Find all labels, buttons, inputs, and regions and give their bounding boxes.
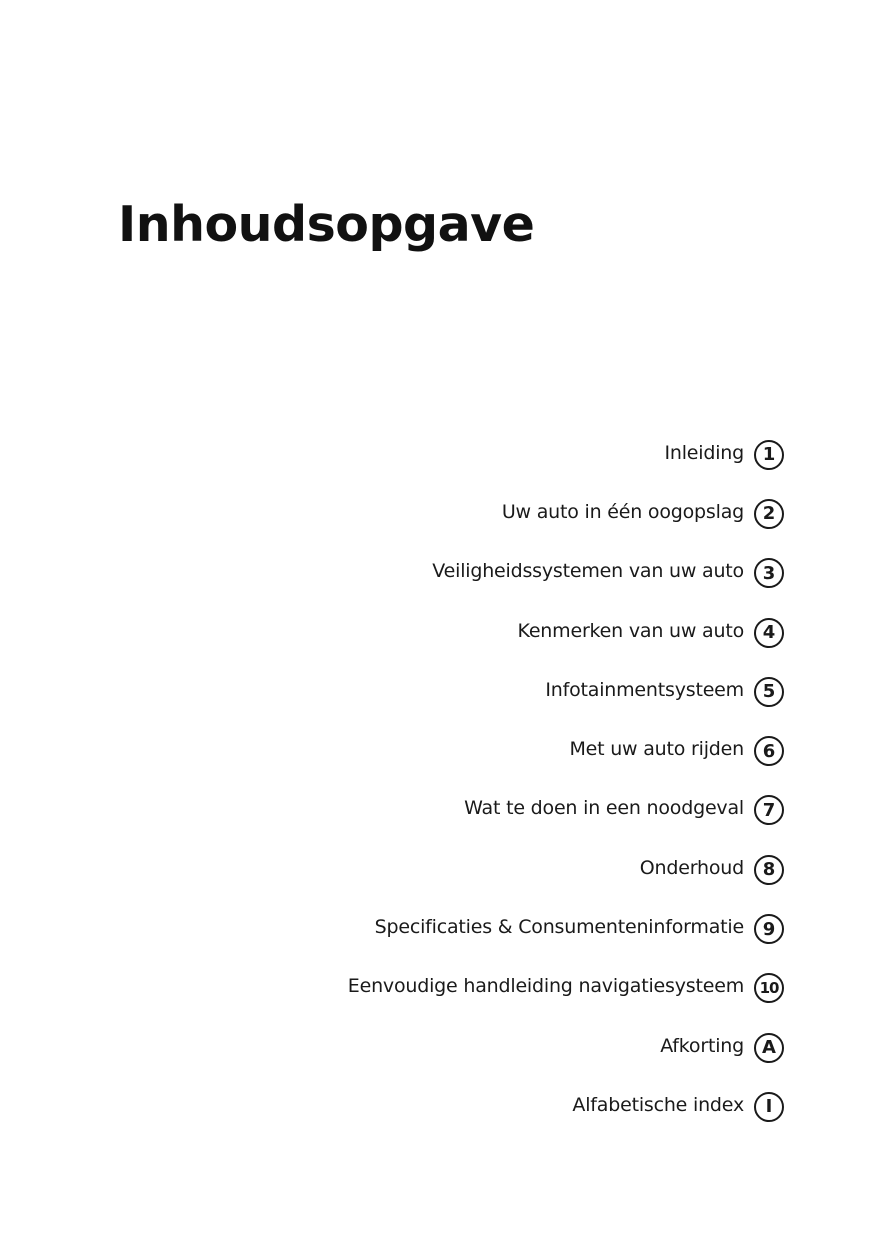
chapter-number-badge: 8 (754, 855, 784, 885)
toc-item-safety[interactable] (348, 542, 784, 601)
chapter-number-badge: 6 (754, 736, 784, 766)
toc-item-maintenance[interactable] (348, 838, 784, 897)
toc-item-specifications[interactable] (348, 897, 784, 956)
toc-item-label: Onderhoud (639, 856, 744, 879)
chapter-number-badge: 3 (754, 558, 784, 588)
table-of-contents (348, 423, 784, 1135)
chapter-number-badge: 2 (754, 499, 784, 529)
chapter-number-badge: 4 (754, 618, 784, 648)
chapter-number-badge: 1 (754, 440, 784, 470)
toc-item-label: Eenvoudige handleiding navigatiesysteem (347, 975, 744, 998)
toc-item-inleiding[interactable] (348, 423, 784, 482)
toc-item-label: Wat te doen in een noodgeval (464, 797, 744, 820)
chapter-number-badge: 7 (754, 795, 784, 825)
toc-item-label: Specificaties & Consumenteninformatie (374, 916, 744, 939)
page-title: Inhoudsopgave (118, 196, 535, 253)
chapter-number-badge: 10 (754, 973, 784, 1003)
toc-item-label: Alfabetische index (572, 1093, 744, 1116)
toc-item-driving[interactable] (348, 719, 784, 778)
toc-item-navigation[interactable] (348, 957, 784, 1016)
chapter-number-badge: 9 (754, 914, 784, 944)
toc-item-abbreviation[interactable] (348, 1016, 784, 1075)
chapter-letter-badge: I (754, 1092, 784, 1122)
toc-item-overview[interactable] (348, 482, 784, 541)
toc-item-label: Infotainmentsysteem (545, 678, 744, 701)
toc-item-label: Veiligheidssystemen van uw auto (432, 560, 744, 583)
toc-item-label: Uw auto in één oogopslag (501, 500, 744, 523)
toc-item-infotainment[interactable] (348, 660, 784, 719)
toc-item-index[interactable] (348, 1075, 784, 1134)
toc-item-label: Afkorting (660, 1034, 744, 1057)
toc-item-features[interactable] (348, 601, 784, 660)
chapter-letter-badge: A (754, 1033, 784, 1063)
chapter-number-badge: 5 (754, 677, 784, 707)
toc-item-label: Inleiding (664, 441, 744, 464)
toc-item-emergency[interactable] (348, 779, 784, 838)
toc-item-label: Kenmerken van uw auto (517, 619, 744, 642)
toc-item-label: Met uw auto rijden (569, 738, 744, 761)
